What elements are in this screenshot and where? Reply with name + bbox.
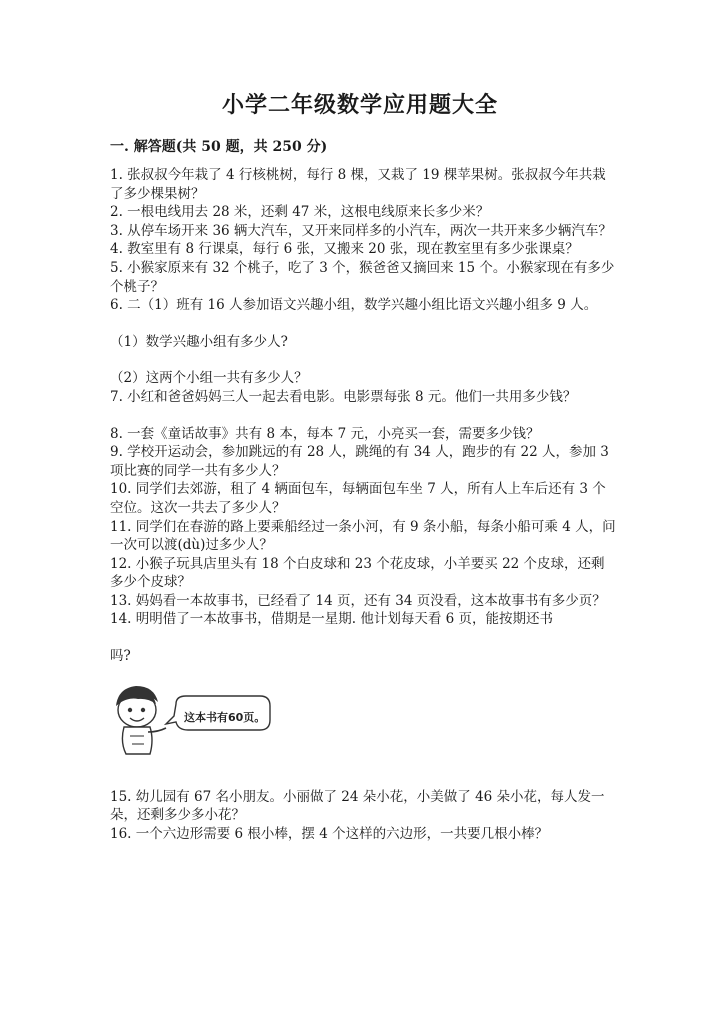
question-6-part-1: （1）数学兴趣小组有多少人? [110,333,288,350]
section-heading: 一. 解答题(共 50 题，共 250 分) [110,139,328,155]
question-6-part-2: （2）这两个小组一共有多少人？ [110,370,308,387]
question-8: 8. 一套《童话故事》共有 8 本，每本 7 元，小亮买一套，需要多少钱？ [110,425,540,442]
question-3: 3. 从停车场开来 36 辆大汽车，又开来同样多的小汽车，两次一共开来多少辆汽车？ [110,222,612,239]
question-5: 5. 小猴家原来有 32 个桃子，吃了 3 个，猴爸爸又摘回来 15 个。小猴家现在有多少个桃子？ [110,259,615,295]
question-list [110,166,618,843]
question-10: 10. 同学们去郊游，租了 4 辆面包车，每辆面包车坐 7 人，所有人上车后还有 3 个空位。这次一共去了多少人？ [110,481,606,516]
question-4: 4. 教室里有 8 行课桌，每行 6 张，又搬来 20 张，现在教室里有多少张课桌？ [110,241,579,258]
question-12: 12. 小猴子玩具店里头有 18 个白皮球和 23 个花皮球，小羊要买 22 个皮球，还剩多少个皮球？ [110,555,605,591]
question-14-illustration [110,680,618,760]
question-14-continued: 吗? [110,648,131,665]
question-11: 11. 同学们在春游的路上要乘船经过一条小河，有 9 条小船，每条小船可乘 4 人，问一次可以渡(dù)过多少人？ [110,518,616,554]
question-16: 16. 一个六边形需要 6 根小棒，摆 4 个这样的六边形，一共要几根小棒？ [110,825,549,842]
question-1: 1. 张叔叔今年栽了 4 行核桃树，每行 8 棵，又栽了 19 棵苹果树。张叔叔今年共栽了多少棵果树？ [110,167,606,202]
question-13: 13. 妈妈看一本故事书，已经看了 14 页，还有 34 页没看，这本故事书有多少页？ [110,592,606,609]
question-14: 14. 明明借了一本故事书，借期是一星期. 他计划每天看 6 页，能按期还书 [110,611,554,628]
speech-bubble-text: 这本书有60页。 [184,710,266,724]
question-15: 15. 幼儿园有 67 名小朋友。小丽做了 24 朵小花，小美做了 46 朵小花，每人发一朵，还剩多少多小花？ [110,788,605,824]
page-title: 小学二年级数学应用题大全 [221,92,498,118]
question-7: 7. 小红和爸爸妈妈三人一起去看电影。电影票每张 8 元。他们一共用多少钱？ [110,388,577,405]
question-9: 9. 学校开运动会，参加跳远的有 28 人，跳绳的有 34 人，跑步的有 22 人，参加 3 项比赛的同学一共有多少人？ [110,444,609,479]
question-2: 2. 一根电线用去 28 米，还剩 47 米，这根电线原来长多少米？ [110,204,490,221]
question-6: 6. 二（1）班有 16 人参加语文兴趣小组，数学兴趣小组比语文兴趣小组多 9 人。 [110,297,598,314]
